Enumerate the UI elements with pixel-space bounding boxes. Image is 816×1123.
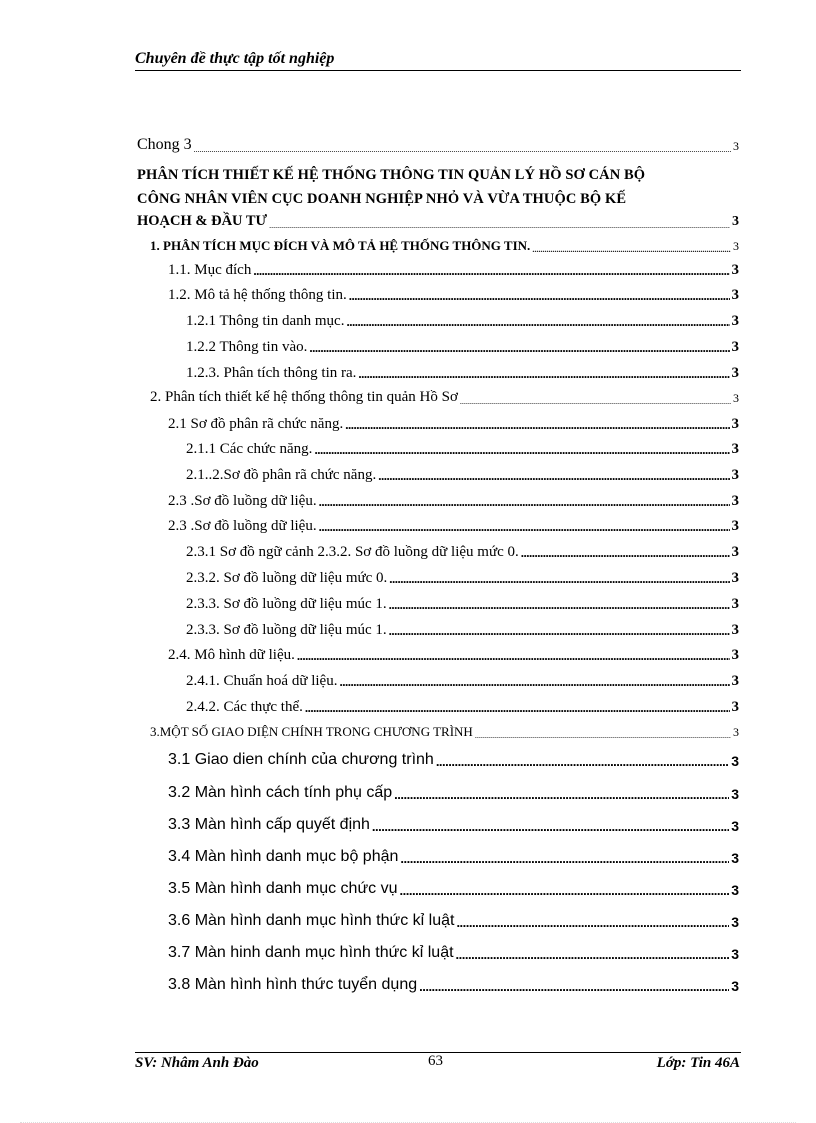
- toc-leader: [319, 496, 730, 510]
- toc-entry: [150, 724, 739, 740]
- toc-leader: [400, 852, 729, 866]
- toc-entry-label: 2. Phân tích thiết kế hệ thống thông tin quản Hồ Sơ: [150, 389, 458, 405]
- toc-chapter-title-line3-label: HOẠCH & ĐẦU TƯ: [137, 213, 268, 229]
- toc-chapter-title-line2: CÔNG NHÂN VIÊN CỤC DOANH NGHIỆP NHỎ VÀ VỪA THUỘC BỘ KẾ: [137, 191, 627, 207]
- toc-entry-label: 3.1 Giao dien chính của chương trình: [168, 751, 434, 768]
- toc-leader: [400, 884, 730, 898]
- header-rule: [135, 70, 741, 71]
- toc-leader: [194, 144, 731, 154]
- toc-entry-page: 3: [733, 239, 739, 253]
- toc-entry-page: 3: [731, 544, 739, 560]
- toc-entry-page: 3: [731, 647, 739, 663]
- toc-leader: [345, 419, 729, 433]
- toc-entry: [168, 912, 739, 930]
- toc-leader: [378, 470, 729, 484]
- toc-entry-label: 2.1..2.Sơ đồ phân rã chức năng.: [186, 467, 377, 483]
- toc-leader: [297, 650, 730, 664]
- toc-entry: [186, 467, 739, 484]
- toc-entry-label: 2.3.1 Sơ đồ ngữ cảnh 2.3.2. Sơ đồ luồng dữ liệu mức 0.: [186, 544, 519, 560]
- toc-entry: [168, 751, 739, 769]
- toc-entry: [186, 441, 739, 458]
- toc-leader: [475, 730, 731, 740]
- toc-entry: [168, 518, 739, 535]
- toc-leader: [346, 316, 729, 330]
- page-header: [135, 50, 741, 70]
- toc-entry-page: 3: [731, 467, 739, 483]
- toc-entry: [168, 848, 739, 866]
- toc-chapter-label: Chong 3: [137, 136, 192, 153]
- toc-entry-page: 3: [731, 313, 739, 329]
- toc-leader: [372, 820, 729, 834]
- toc-entry: [168, 493, 739, 510]
- toc-entry-page: 3: [731, 882, 739, 898]
- toc-entry-label: 1. PHÂN TÍCH MỤC ĐÍCH VÀ MÔ TẢ HỆ THỐNG THÔNG TIN.: [150, 238, 531, 253]
- toc-entry-page: 3: [733, 391, 739, 405]
- toc-leader: [349, 290, 730, 304]
- toc-entry: [186, 544, 739, 561]
- footer-page-number: 63: [428, 1053, 443, 1069]
- toc-entry: [168, 976, 739, 994]
- toc-entry-page: 3: [731, 365, 739, 381]
- toc-entry-page: 3: [731, 262, 739, 278]
- toc-entry-label: 3.5 Màn hình danh mục chức vụ: [168, 880, 398, 897]
- toc-entry-label: 3.MỘT SỐ GIAO DIỆN CHÍNH TRONG CHƯƠNG TRÌNH: [150, 724, 473, 739]
- toc-entry-label: 3.2 Màn hình cách tính phụ cấp: [168, 784, 393, 801]
- toc-leader: [339, 676, 729, 690]
- footer-student: SV: Nhâm Anh Đào: [135, 1055, 259, 1071]
- toc-entry-page: 3: [731, 673, 739, 689]
- toc-leader: [394, 788, 729, 802]
- toc-entry-label: 2.4. Mô hình dữ liệu.: [168, 647, 295, 663]
- toc-chapter-title-page: 3: [732, 214, 739, 229]
- toc-entry-page: 3: [731, 850, 739, 866]
- toc-entry: [186, 596, 739, 613]
- toc-entry-page: 3: [731, 914, 739, 930]
- toc-entry: [186, 570, 739, 587]
- toc-entry: [150, 389, 739, 406]
- toc-leader: [389, 599, 730, 613]
- toc-entry: [186, 622, 739, 639]
- toc-entry-page: 3: [731, 596, 739, 612]
- toc-entry-page: 3: [731, 818, 739, 834]
- toc-chapter: [137, 136, 739, 154]
- toc-entry: [186, 339, 739, 356]
- toc-entry-label: 1.2.2 Thông tin vào.: [186, 339, 308, 355]
- toc-entry-label: 2.1.1 Các chức năng.: [186, 441, 313, 457]
- toc-entry-page: 3: [731, 786, 739, 802]
- toc-entry: [186, 313, 739, 330]
- toc-entry-label: 2.3 .Sơ đồ luồng dữ liệu.: [168, 518, 317, 534]
- toc-entry-label: 3.4 Màn hình danh mục bộ phận: [168, 848, 399, 865]
- toc-leader: [456, 948, 730, 962]
- toc-entry: [186, 365, 739, 382]
- toc-entry-label: 2.3 .Sơ đồ luồng dữ liệu.: [168, 493, 317, 509]
- toc-leader: [269, 220, 730, 230]
- toc-entry-label: 1.2.3. Phân tích thông tin ra.: [186, 365, 357, 381]
- toc-entry-label: 2.3.2. Sơ đồ luồng dữ liệu mức 0.: [186, 570, 388, 586]
- toc-entry: [150, 238, 739, 254]
- toc-entry: [168, 416, 739, 433]
- toc-leader: [253, 265, 729, 279]
- toc-entry-page: 3: [731, 622, 739, 638]
- toc-entry-label: 3.3 Màn hình cấp quyết định: [168, 816, 370, 833]
- toc-leader: [309, 342, 729, 356]
- toc-entry-page: 3: [733, 725, 739, 739]
- toc-leader: [436, 755, 729, 769]
- toc-leader: [389, 625, 730, 639]
- toc-leader: [521, 547, 730, 561]
- toc-entry-page: 3: [731, 946, 739, 962]
- toc-entry-label: 3.8 Màn hình hình thức tuyển dụng: [168, 976, 418, 993]
- footer-class: Lớp: Tin 46A: [656, 1055, 740, 1071]
- toc-entry: [186, 673, 739, 690]
- toc-entry-label: 2.4.1. Chuẩn hoá dữ liệu.: [186, 673, 338, 689]
- toc-entry-page: 3: [731, 753, 739, 769]
- toc-entry-label: 2.1 Sơ đồ phân rã chức năng.: [168, 416, 344, 432]
- header-title: Chuyên đề thực tập tốt nghiệp: [135, 50, 335, 67]
- toc-chapter-title-line1: PHÂN TÍCH THIẾT KẾ HỆ THỐNG THÔNG TIN QUẢN LÝ HỒ SƠ CÁN BỘ: [137, 167, 646, 183]
- toc-entry: [186, 699, 739, 716]
- toc-entry-page: 3: [731, 493, 739, 509]
- toc-entry-label: 3.7 Màn hinh danh mục hình thức kỉ luật: [168, 944, 454, 961]
- toc-entry-label: 1.2. Mô tả hệ thống thông tin.: [168, 287, 347, 303]
- toc-entry: [168, 944, 739, 962]
- toc-entry-page: 3: [731, 518, 739, 534]
- toc-entry: [168, 816, 739, 834]
- toc-entry-label: 2.3.3. Sơ đồ luồng dữ liệu múc 1.: [186, 622, 387, 638]
- toc-entry-label: 3.6 Màn hình danh mục hình thức kỉ luật: [168, 912, 455, 929]
- toc-entry-page: 3: [731, 978, 739, 994]
- toc-entry: [168, 784, 739, 802]
- toc-entry-page: 3: [731, 699, 739, 715]
- toc-leader: [314, 444, 729, 458]
- toc-leader: [532, 244, 731, 254]
- toc-entry-label: 1.2.1 Thông tin danh mục.: [186, 313, 345, 329]
- toc-entry-label: 1.1. Mục đích: [168, 262, 252, 278]
- toc-entry: [168, 880, 739, 898]
- toc-entry-page: 3: [731, 339, 739, 355]
- toc-leader: [319, 521, 730, 535]
- toc-entry-page: 3: [731, 416, 739, 432]
- toc-entry: [168, 262, 739, 279]
- toc-chapter-title-line3: [137, 213, 739, 230]
- toc-entry: [168, 287, 739, 304]
- toc-entry-page: 3: [731, 570, 739, 586]
- toc-entry-page: 3: [731, 441, 739, 457]
- toc-entry-page: 3: [731, 287, 739, 303]
- toc-entry-label: 2.3.3. Sơ đồ luồng dữ liệu múc 1.: [186, 596, 387, 612]
- toc-leader: [456, 916, 729, 930]
- toc-entry: [168, 647, 739, 664]
- toc-leader: [460, 396, 731, 406]
- toc-leader: [389, 573, 729, 587]
- toc-leader: [358, 368, 729, 382]
- toc-leader: [305, 702, 730, 716]
- toc-entry-label: 2.4.2. Các thực thể.: [186, 699, 303, 715]
- toc-chapter-page: 3: [733, 139, 739, 153]
- toc-leader: [419, 980, 729, 994]
